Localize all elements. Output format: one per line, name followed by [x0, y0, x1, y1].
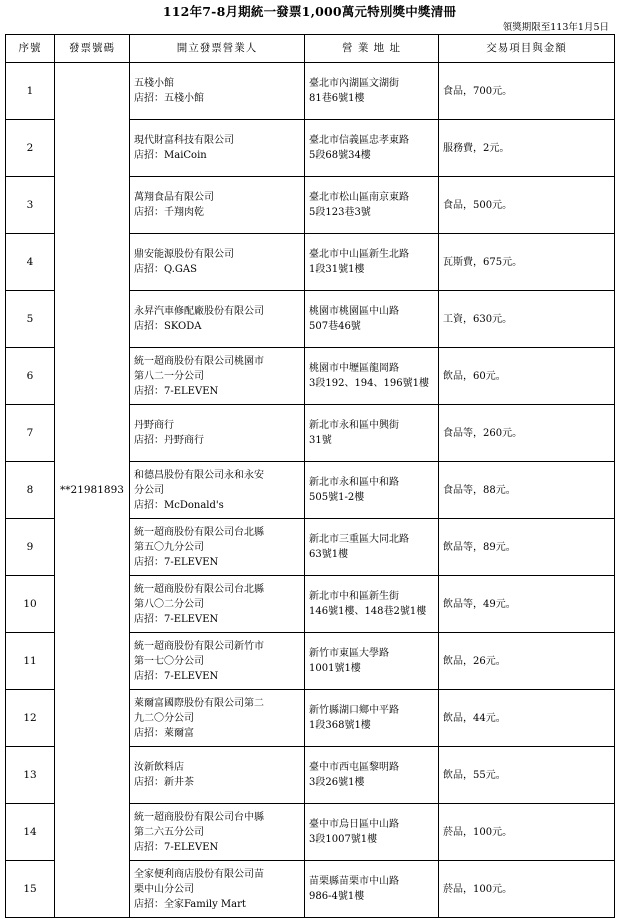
- row-merchant: [130, 234, 305, 291]
- address-line: 臺北市內湖區文湖街: [309, 78, 399, 89]
- address-line: 新北市永和區中和路: [309, 477, 399, 488]
- address-line: 1001號1樓: [309, 663, 361, 674]
- address-line: 1段368號1樓: [309, 720, 371, 731]
- merchant-line: 第二六五分公司: [134, 826, 204, 838]
- address-line: 986-4號1樓: [309, 891, 365, 902]
- row-address: [305, 177, 439, 234]
- merchant-line: 第一七〇分公司: [134, 655, 204, 667]
- header-invoice-number: 發票號碼: [55, 35, 130, 63]
- address-line: 507巷46號: [309, 321, 361, 332]
- merchant-line: 統一超商股份有限公司台北縣: [134, 583, 264, 595]
- row-seq: 6: [6, 348, 55, 405]
- row-merchant: [130, 63, 305, 120]
- row-merchant: [130, 861, 305, 918]
- row-address: [305, 291, 439, 348]
- row-item-amount: 飲品等，89元。: [439, 519, 615, 576]
- row-item-amount: 瓦斯費，675元。: [439, 234, 615, 291]
- address-line: 5段123巷3號: [309, 207, 371, 218]
- row-item-amount: 食品，500元。: [439, 177, 615, 234]
- address-line: 505號1-2樓: [309, 492, 365, 503]
- row-merchant: [130, 462, 305, 519]
- merchant-line: 全家便利商店股份有限公司苗: [134, 868, 264, 880]
- merchant-line: 店招：Q.GAS: [134, 264, 197, 275]
- address-line: 5段68號34樓: [309, 150, 371, 161]
- merchant-line: 第八二一分公司: [134, 370, 204, 382]
- winners-table: [5, 34, 615, 918]
- address-line: 新北市三重區大同北路: [309, 534, 409, 545]
- row-merchant: [130, 291, 305, 348]
- merchant-line: 店招：新井茶: [134, 777, 194, 788]
- address-line: 新北市永和區中興街: [309, 420, 399, 431]
- merchant-line: 五棧小館: [134, 78, 174, 89]
- address-line: 31號: [309, 435, 332, 446]
- row-item-amount: 食品等，88元。: [439, 462, 615, 519]
- merchant-line: 店招：McDonald's: [134, 499, 224, 511]
- address-line: 3段192、194、196號1樓: [309, 378, 429, 389]
- merchant-line: 統一超商股份有限公司新竹市: [134, 640, 264, 652]
- merchant-line: 栗中山分公司: [134, 883, 194, 895]
- document-title: 112年7-8月期統一發票1,000萬元特別獎中獎清冊: [162, 4, 457, 19]
- row-address: [305, 63, 439, 120]
- row-seq: 5: [6, 291, 55, 348]
- row-seq: 10: [6, 576, 55, 633]
- address-line: 63號1樓: [309, 549, 349, 560]
- address-line: 苗栗縣苗栗市中山路: [309, 876, 399, 887]
- address-line: 臺中市西屯區黎明路: [309, 762, 399, 773]
- row-seq: 14: [6, 804, 55, 861]
- header-item-amount: 交易項目與金額: [439, 35, 615, 63]
- row-seq: 9: [6, 519, 55, 576]
- row-item-amount: 菸品，100元。: [439, 804, 615, 861]
- merchant-line: 店招：7-ELEVEN: [134, 841, 219, 853]
- merchant-line: 店招：丹野商行: [134, 435, 204, 446]
- row-item-amount: 食品等，260元。: [439, 405, 615, 462]
- row-address: [305, 234, 439, 291]
- address-line: 臺北市信義區忠孝東路: [309, 135, 409, 146]
- header-address: 營 業 地 址: [305, 35, 439, 63]
- address-line: 1段31號1樓: [309, 264, 365, 275]
- header-seq: 序號: [6, 35, 55, 63]
- row-address: [305, 462, 439, 519]
- address-line: 臺北市松山區南京東路: [309, 192, 409, 203]
- row-seq: 13: [6, 747, 55, 804]
- row-address: [305, 405, 439, 462]
- row-address: [305, 633, 439, 690]
- row-address: [305, 861, 439, 918]
- merchant-line: 九二〇分公司: [134, 712, 194, 724]
- merchant-line: 店招：MaiCoin: [134, 150, 207, 161]
- row-seq: 4: [6, 234, 55, 291]
- row-seq: 11: [6, 633, 55, 690]
- row-item-amount: 飲品，55元。: [439, 747, 615, 804]
- merchant-line: 統一超商股份有限公司桃園市: [134, 355, 264, 367]
- row-item-amount: 菸品，100元。: [439, 861, 615, 918]
- row-item-amount: 工資，630元。: [439, 291, 615, 348]
- merchant-line: 萊爾富國際股份有限公司第二: [134, 697, 264, 709]
- row-merchant: [130, 405, 305, 462]
- merchant-line: 店招：萊爾富: [134, 727, 194, 739]
- address-line: 81巷6號1樓: [309, 93, 365, 104]
- merchant-line: 和德昌股份有限公司永和永安: [134, 469, 264, 481]
- merchant-line: 汝新飲料店: [134, 762, 184, 773]
- row-merchant: [130, 519, 305, 576]
- merchant-line: 第八〇二分公司: [134, 598, 204, 610]
- row-item-amount: 飲品，26元。: [439, 633, 615, 690]
- merchant-line: 現代財富科技有限公司: [134, 135, 234, 146]
- row-seq: 1: [6, 63, 55, 120]
- merchant-line: 分公司: [134, 484, 164, 496]
- merchant-line: 第五〇九分公司: [134, 541, 204, 553]
- merchant-line: 店招：五棧小館: [134, 93, 204, 104]
- row-item-amount: 飲品等，49元。: [439, 576, 615, 633]
- address-line: 新北市中和區新生街: [309, 591, 399, 602]
- merchant-line: 店招：全家Family Mart: [134, 898, 246, 910]
- address-line: 臺中市烏日區中山路: [309, 819, 399, 830]
- row-merchant: [130, 690, 305, 747]
- merchant-line: 丹野商行: [134, 420, 174, 431]
- merchant-line: 店招：千翔肉乾: [134, 207, 204, 218]
- row-address: [305, 804, 439, 861]
- row-seq: 8: [6, 462, 55, 519]
- merchant-line: 店招：SKODA: [134, 321, 202, 332]
- row-address: [305, 348, 439, 405]
- row-address: [305, 576, 439, 633]
- row-item-amount: 飲品，44元。: [439, 690, 615, 747]
- row-seq: 12: [6, 690, 55, 747]
- address-line: 新竹縣湖口鄉中平路: [309, 705, 399, 716]
- address-line: 146號1樓、148巷2號1樓: [309, 606, 427, 617]
- row-seq: 15: [6, 861, 55, 918]
- table-row: [6, 63, 615, 120]
- table-body: [6, 63, 615, 918]
- merchant-line: 統一超商股份有限公司台中縣: [134, 811, 264, 823]
- row-merchant: [130, 804, 305, 861]
- claim-deadline: 領獎期限至113年1月5日: [502, 22, 609, 33]
- merchant-line: 店招：7-ELEVEN: [134, 670, 219, 682]
- merchant-line: 店招：7-ELEVEN: [134, 613, 219, 625]
- row-seq: 2: [6, 120, 55, 177]
- table-header-row: [6, 35, 615, 63]
- row-merchant: [130, 177, 305, 234]
- row-seq: 3: [6, 177, 55, 234]
- merchant-line: 萬翔食品有限公司: [134, 192, 214, 203]
- address-line: 桃園市桃園區中山路: [309, 306, 399, 317]
- merchant-line: 永昇汽車修配廠股份有限公司: [134, 306, 264, 317]
- row-item-amount: 飲品，60元。: [439, 348, 615, 405]
- address-line: 桃園市中壢區龍岡路: [309, 363, 399, 374]
- row-address: [305, 519, 439, 576]
- row-merchant: [130, 747, 305, 804]
- row-merchant: [130, 633, 305, 690]
- merchant-line: 鼎安能源股份有限公司: [134, 249, 234, 260]
- merchant-line: 統一超商股份有限公司台北縣: [134, 526, 264, 538]
- row-item-amount: 食品，700元。: [439, 63, 615, 120]
- header-merchant: 開立發票營業人: [130, 35, 305, 63]
- address-line: 3段1007號1樓: [309, 834, 378, 845]
- row-address: [305, 747, 439, 804]
- row-merchant: [130, 348, 305, 405]
- row-address: [305, 120, 439, 177]
- row-address: [305, 690, 439, 747]
- row-merchant: [130, 120, 305, 177]
- address-line: 臺北市中山區新生北路: [309, 249, 409, 260]
- row-seq: 7: [6, 405, 55, 462]
- merchant-line: 店招：7-ELEVEN: [134, 385, 219, 397]
- row-item-amount: 服務費，2元。: [439, 120, 615, 177]
- merchant-line: 店招：7-ELEVEN: [134, 556, 219, 568]
- address-line: 新竹市東區大學路: [309, 648, 389, 659]
- row-merchant: [130, 576, 305, 633]
- invoice-number: **21981893: [55, 63, 130, 918]
- address-line: 3段26號1樓: [309, 777, 365, 788]
